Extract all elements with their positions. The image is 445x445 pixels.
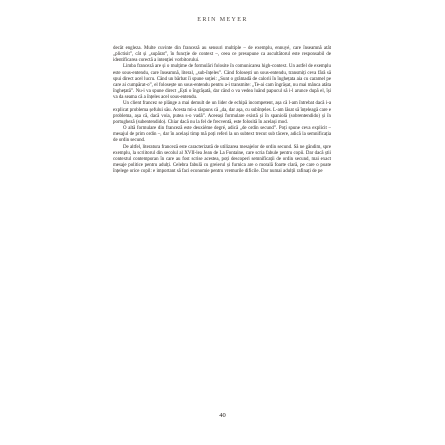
paragraph: Un client francez se plânge a mai demult de un lider de echipă incompetent, așa că l-am întrebat dacă i-a explicat problema șefului său. Acesta mi-a răspuns că „da, dar așa, cu subînțeles. L-am lăsat să înțeleagă care e problema, așa că, dacă voia, putea s-o vadă”. Aceeași formulare există și în spaniolă (sobrentendido) și în portugheză (subentendido). Chiar dacă nu la fel de frecventă, este folosită în același mod.	[113, 101, 331, 125]
page-number: 40	[219, 412, 226, 419]
paragraph: decât engleza. Multe cuvinte din franceză au sensuri multiple – de exemplu, ennuyé, care înseamnă atât „plictisit”, cât și „supărat”, în funcție de context –, ceea ce presupune ca ascultătorul este responsabil de identificarea corectă a intenției vorbitorului.	[113, 46, 331, 64]
paragraph: O altă formulare din franceză este deuxième degré, adică „de ordin secund”. Poți spune ceva explicit – mesajul de prim ordin –, dar în același timp mă poți referi la un subtext trecut sub tăcere, adică la semnificația de ordin secund.	[113, 126, 331, 144]
paragraph: Limba franceză are și o mulțime de formulări folosite în comunicarea high-context. Un astfel de exemplu este sous-entendu, care înseamnă, literal, „sub-înțeles”. Când folosești un sous-entendu, transmiți ceva fără să spui direct acel lucru. Când un bărbat îi spune soției: „Sunt o grămadă de calorii în înghețata aia cu caramel pe care ai cumpărat-o”, el folosește un sous-entendu pentru a-i transmite: „Te-ai cam îngrășat, nu mai mânca atâta înghețată”. Nu-i va spune direct „Ești o îngrășată, dar când o va vedea luând papucul să i-l arunce după el, își va da seama că a înțeles acel sous-entendu.	[113, 64, 331, 101]
paragraph: De altfel, literatura franceză este caracterizată de utilizarea mesajelor de ordin secund. Să ne gândim, spre exemplu, la scriitorul din secolul al XVII-lea Jean de La Fontaine, care scria fabule pentru copii. Dar dacă știi contextul contemporan în care au fost scrise acestea, poți descoperi semnificații de ordin secund, mai exact mesaje politice pentru adulți. Celebra fabulă cu greierul și furnica are o morală foarte clară, pe care o poate înțelege orice copil: e important să faci economie pentru vremurile dificile. Dar numai adulții rafinați de pe	[113, 144, 331, 175]
running-header: ERIN MEYER	[197, 17, 248, 23]
body-text	[113, 46, 331, 175]
